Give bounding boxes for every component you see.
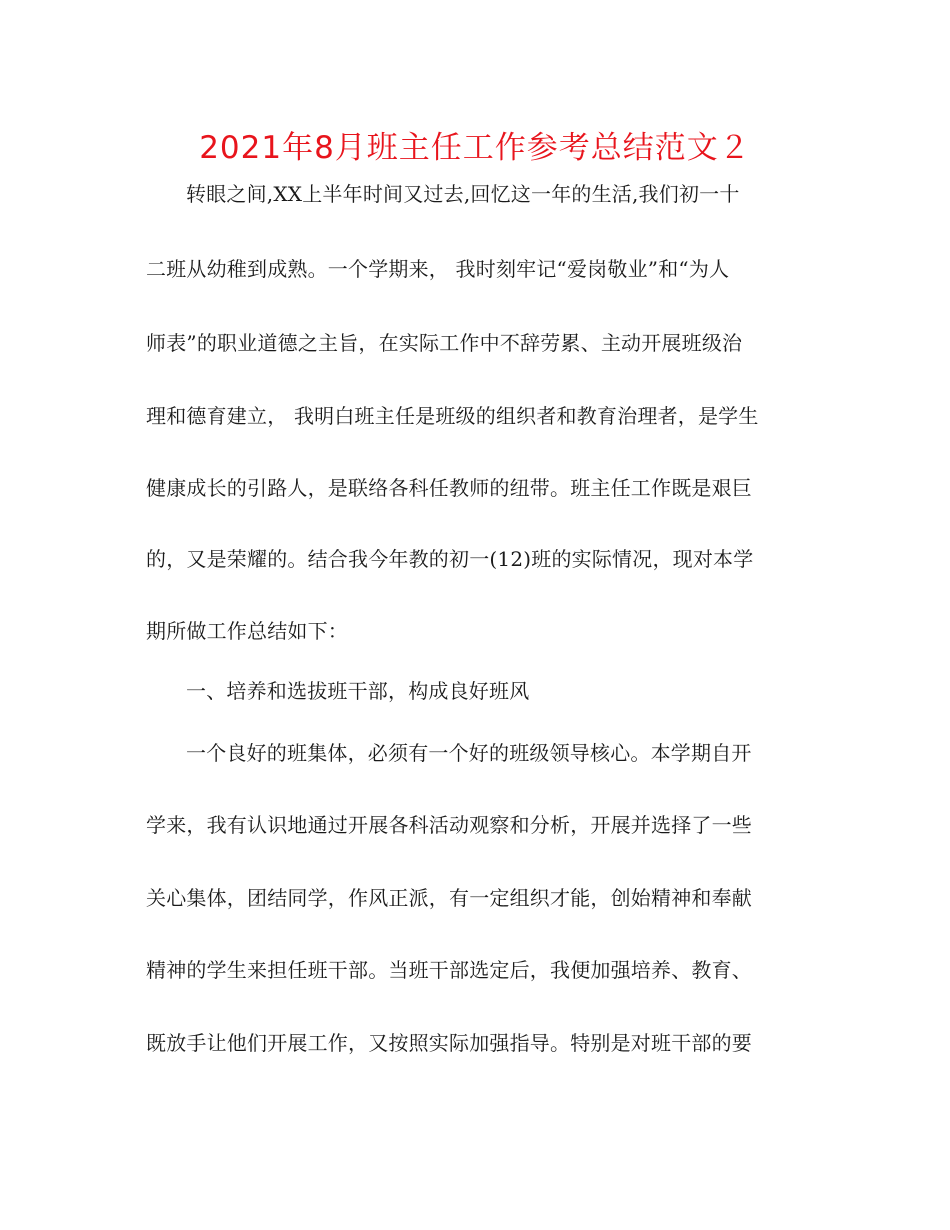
paragraph-line: 既放手让他们开展工作，又按照实际加强指导。特别是对班干部的要 bbox=[146, 1031, 752, 1055]
paragraph-line: 关心集体，团结同学，作风正派，有一定组织才能，创始精神和奉献 bbox=[146, 886, 752, 910]
paragraph-line: 二班从幼稚到成熟。一个学期来， 我时刻牢记“爱岗敬业”和“为人 bbox=[146, 257, 730, 281]
paragraph-line: 的，又是荣耀的。结合我今年教的初一(12)班的实际情况，现对本学 bbox=[146, 547, 754, 571]
paragraph-line: 精神的学生来担任班干部。当班干部选定后，我便加强培养、教育、 bbox=[146, 958, 752, 982]
paragraph-line: 健康成长的引路人，是联络各科任教师的纽带。班主任工作既是艰巨 bbox=[146, 476, 752, 500]
paragraph-line: 期所做工作总结如下： bbox=[146, 619, 348, 643]
paragraph-line: 理和德育建立， 我明白班主任是班级的组织者和教育治理者，是学生 bbox=[146, 404, 759, 428]
paragraph-line: 师表”的职业道德之主旨，在实际工作中不辞劳累、主动开展班级治 bbox=[146, 331, 743, 355]
section-heading: 一、培养和选拔班干部，构成良好班风 bbox=[186, 679, 530, 703]
paragraph-line: 学来，我有认识地通过开展各科活动观察和分析，开展并选择了一些 bbox=[146, 813, 752, 837]
paragraph-line: 一个良好的班集体，必须有一个好的班级领导核心。本学期自开 bbox=[186, 741, 752, 765]
paragraph-line: 转眼之间,XX上半年时间又过去,回忆这一年的生活,我们初一十 bbox=[186, 182, 740, 206]
document-title: 2021年8月班主任工作参考总结范文２ bbox=[199, 130, 751, 166]
